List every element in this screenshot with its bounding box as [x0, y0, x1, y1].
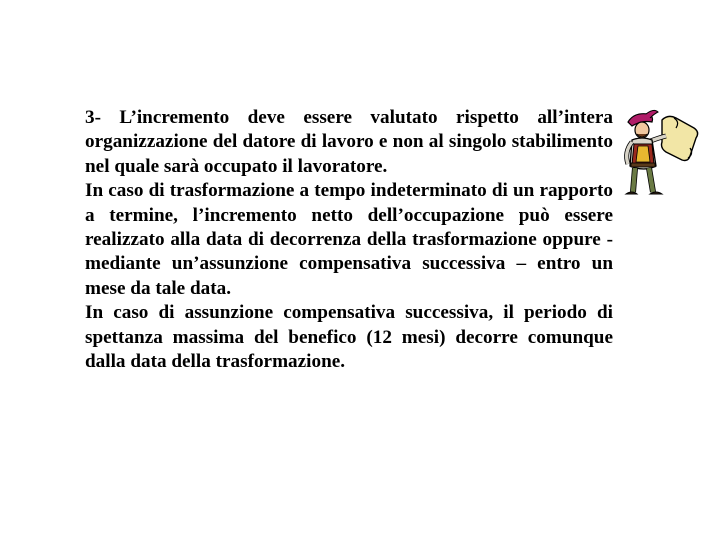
slide-body-text [85, 106, 613, 374]
paragraph-transformation-case: In caso di trasformazione a tempo indeterminato di un rapporto a termine, l’incremento netto dell’occupazione può essere realizzato alla data di decorrenza della trasformazione oppure - mediante un’assunzione compensativa successiva – entro un mese da tale data. [85, 180, 613, 299]
paragraph-compensatory-hiring: In caso di assunzione compensativa successiva, il periodo di spettanza massima del benefico (12 mesi) decorre comunque dalla data della trasformazione. [85, 302, 613, 373]
paragraph-increment-evaluation: 3- L’incremento deve essere valutato rispetto all’intera organizzazione del datore di lavoro e non al singolo stabilimento nel quale sarà occupato il lavoratore. [85, 107, 613, 177]
herald-reading-scroll-icon [618, 108, 702, 208]
